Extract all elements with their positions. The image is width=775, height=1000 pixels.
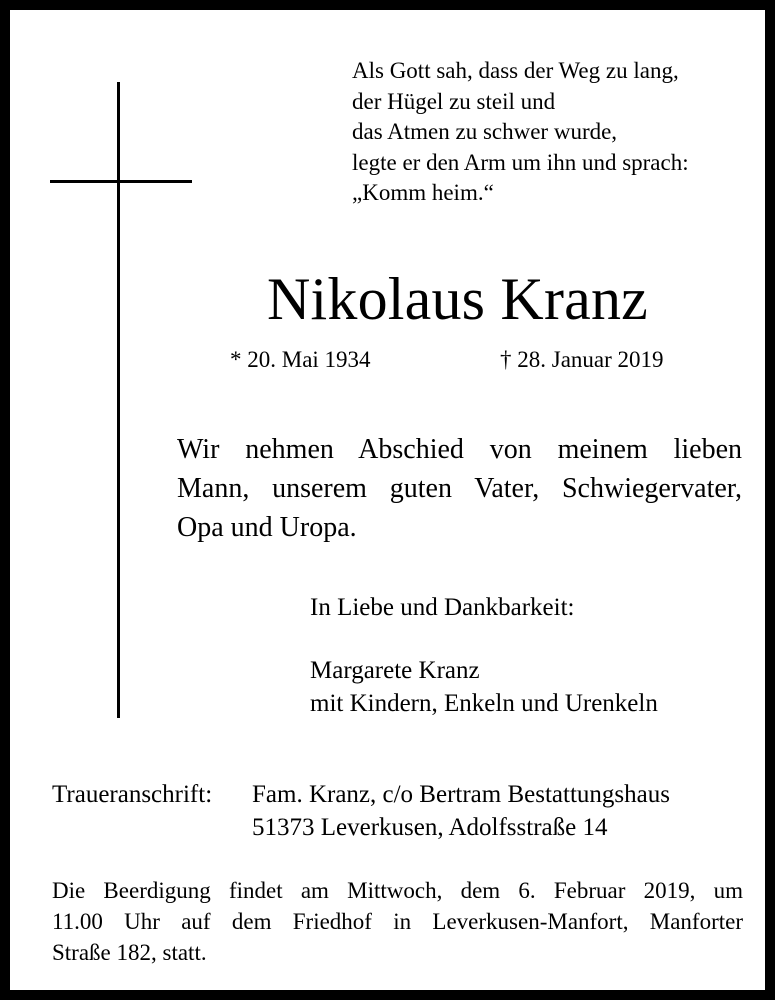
farewell-line: Opa und Uropa. bbox=[177, 512, 357, 543]
funeral-line: 11.00 Uhr auf dem Friedhof in Leverkusen-Manfort, Manforter bbox=[52, 909, 743, 934]
family-signature bbox=[310, 654, 658, 720]
family-line: Margarete Kranz bbox=[310, 657, 480, 684]
address-line: 51373 Leverkusen, Adolfsstraße 14 bbox=[252, 814, 608, 841]
farewell-text bbox=[177, 430, 742, 547]
family-line: mit Kindern, Enkeln und Urenkeln bbox=[310, 690, 658, 717]
farewell-line: Mann, unserem guten Vater, Schwiegervater, bbox=[177, 473, 742, 504]
death-date: † 28. Januar 2019 bbox=[500, 347, 664, 372]
farewell-line: Wir nehmen Abschied von meinem lieben bbox=[177, 434, 742, 465]
poem-line: das Atmen zu schwer wurde, bbox=[352, 119, 618, 144]
funeral-notice bbox=[52, 875, 743, 968]
address-line: Fam. Kranz, c/o Bertram Bestattungshaus bbox=[252, 781, 670, 808]
funeral-line: Die Beerdigung findet am Mittwoch, dem 6. Februar 2019, um bbox=[52, 878, 743, 903]
cross-icon-horizontal-bar bbox=[50, 180, 192, 183]
poem bbox=[352, 56, 689, 209]
address-block bbox=[252, 778, 670, 844]
birth-date: * 20. Mai 1934 bbox=[230, 347, 371, 372]
poem-line: Als Gott sah, dass der Weg zu lang, bbox=[352, 58, 679, 83]
poem-line: „Komm heim.“ bbox=[352, 180, 494, 205]
funeral-line: Straße 182, statt. bbox=[52, 940, 207, 965]
address-label: Traueranschrift: bbox=[52, 781, 213, 808]
closing-line: In Liebe und Dankbarkeit: bbox=[310, 594, 575, 621]
cross-icon-vertical-bar bbox=[117, 82, 120, 718]
poem-line: der Hügel zu steil und bbox=[352, 88, 556, 114]
poem-line: legte er den Arm um ihn und sprach: bbox=[352, 149, 689, 175]
deceased-name: Nikolaus Kranz bbox=[266, 266, 649, 332]
